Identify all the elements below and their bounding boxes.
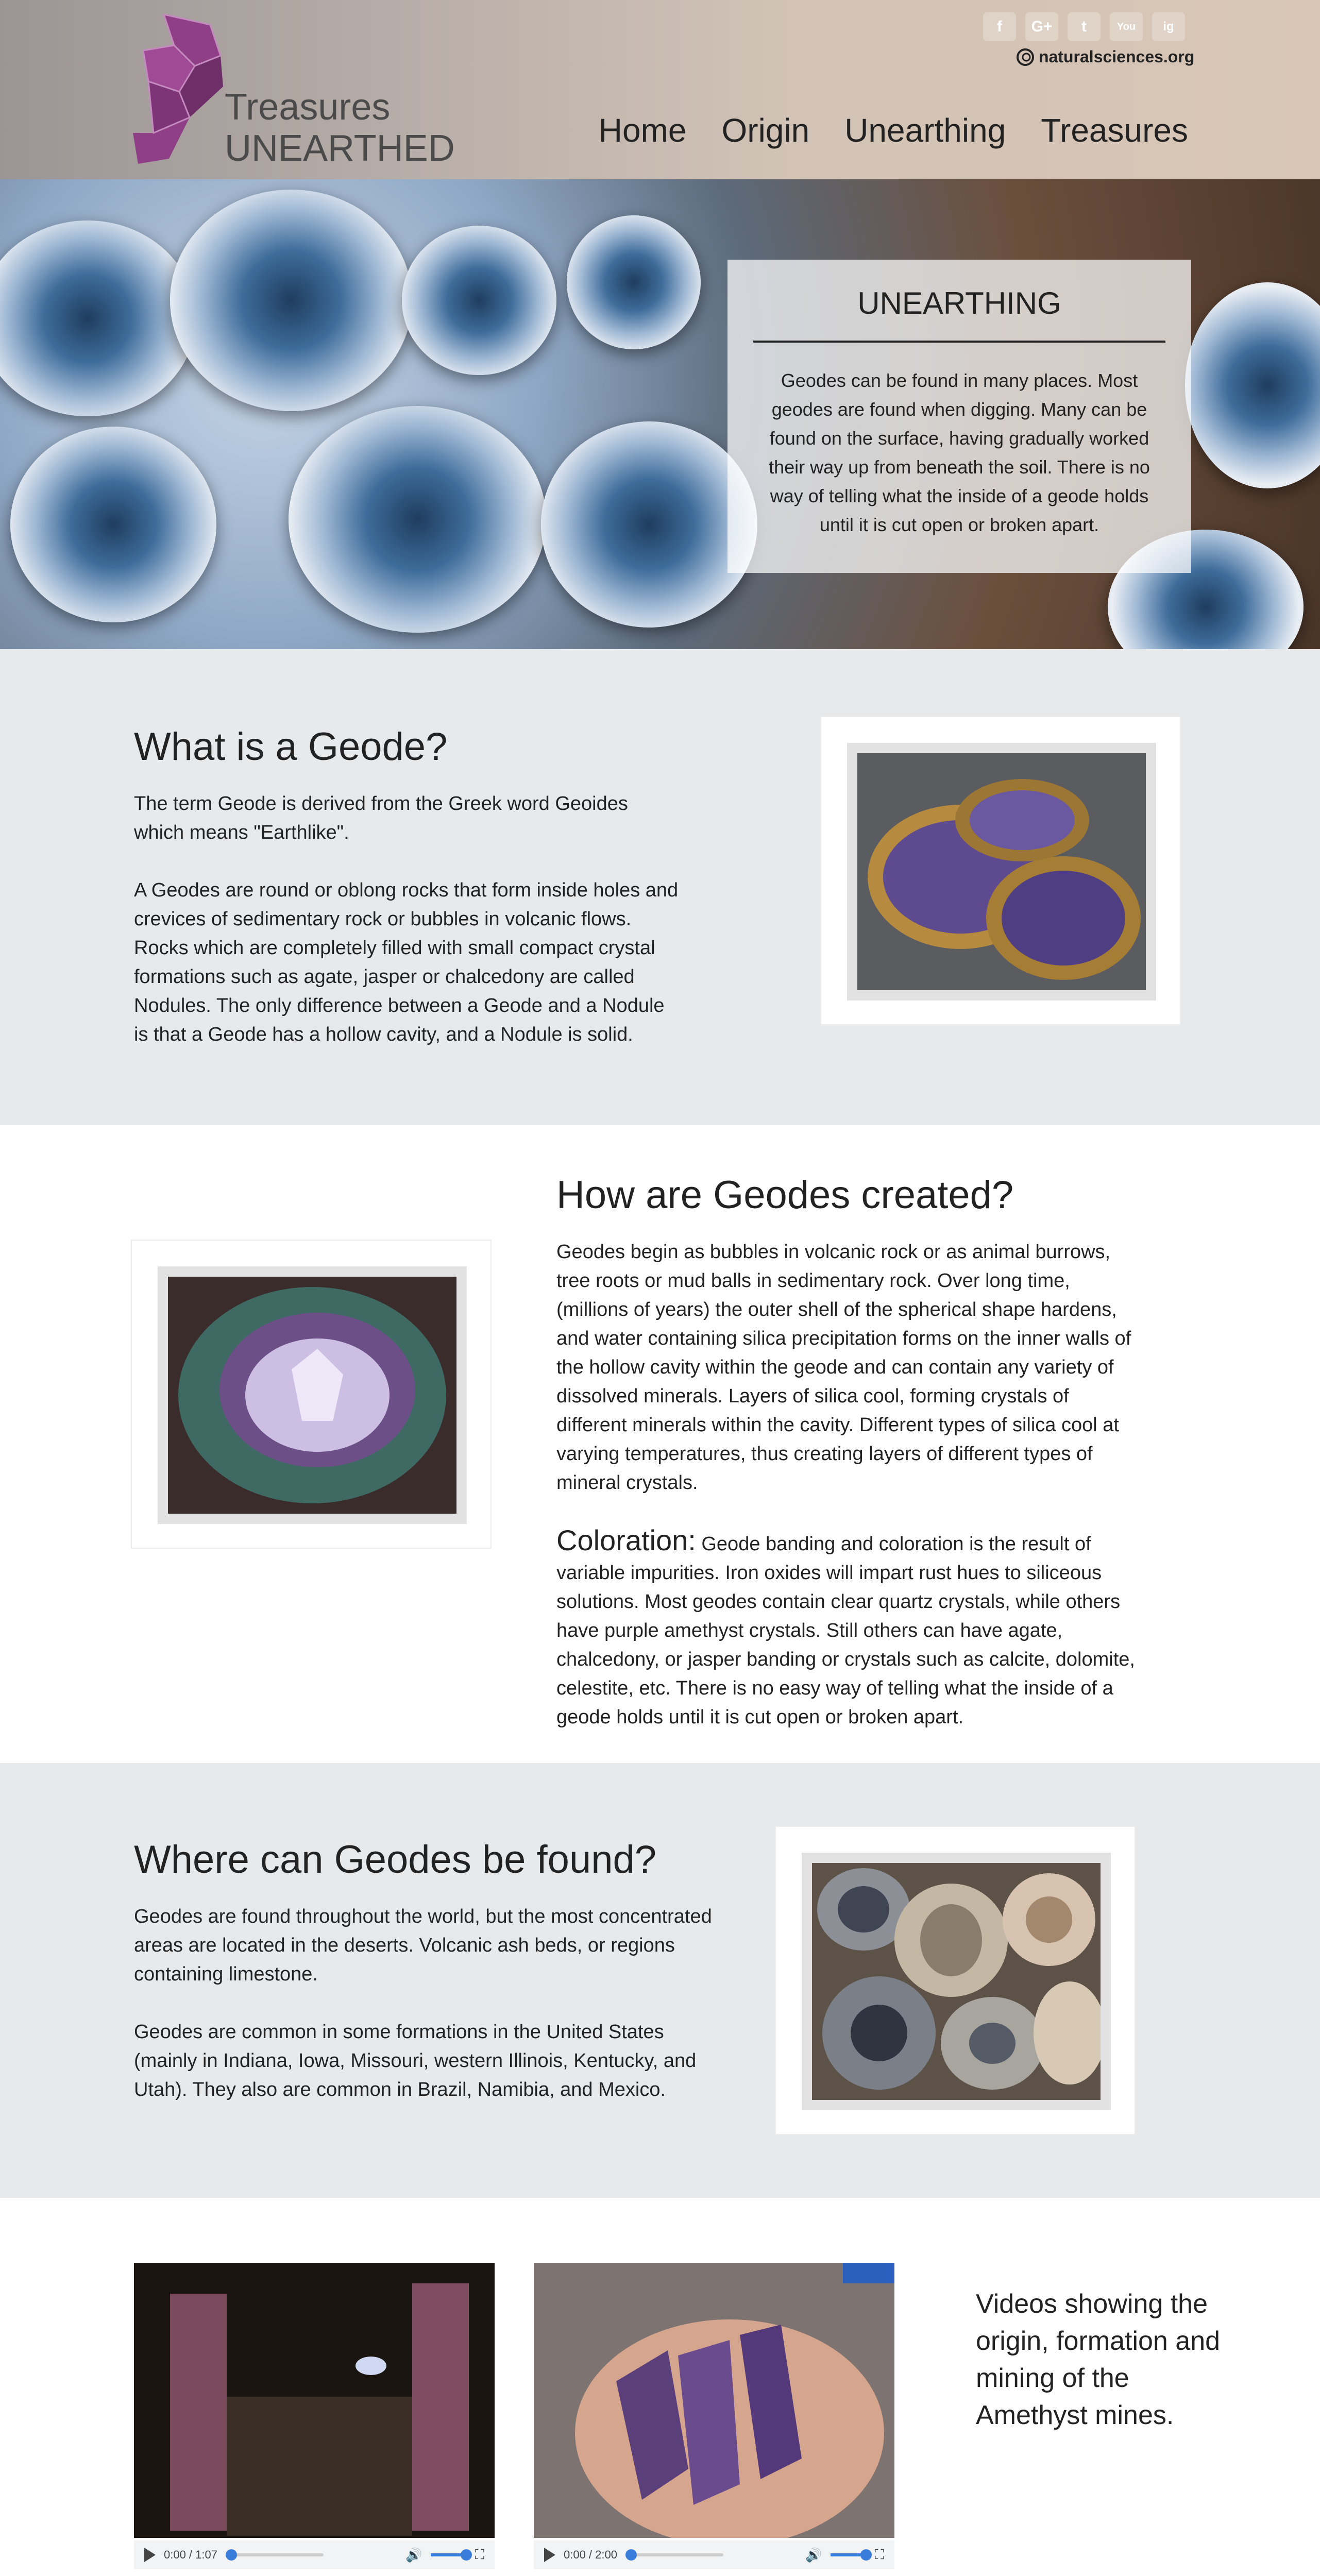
hero-geode-image	[1185, 282, 1320, 488]
twitter-icon[interactable]: t	[1068, 12, 1101, 41]
video-1-frame[interactable]	[134, 2263, 495, 2538]
logo-line-2: UNEARTHED	[225, 128, 455, 169]
geode-photo-frame	[131, 1240, 492, 1549]
hero-geode-image	[289, 406, 546, 633]
video-2-frame[interactable]	[534, 2263, 894, 2538]
video-2-time: 0:00 / 2:00	[564, 2548, 617, 2561]
video-1-volume[interactable]	[431, 2553, 467, 2556]
instagram-icon[interactable]: ig	[1152, 12, 1185, 41]
section-title: Where can Geodes be found?	[134, 1838, 657, 1882]
video-2-controls	[534, 2540, 894, 2569]
hero-geode-image	[170, 190, 412, 411]
section-body	[134, 1902, 716, 2133]
fullscreen-icon[interactable]: ⛶	[874, 2547, 884, 2562]
section-how	[0, 1125, 1320, 1763]
section-paragraph	[556, 1526, 1139, 1732]
video-1-volume-handle[interactable]	[461, 2549, 472, 2561]
logo-line-1: Treasures	[225, 87, 391, 128]
video-1-progress[interactable]	[226, 2553, 324, 2556]
section-what	[0, 649, 1320, 1125]
social-links	[983, 12, 1185, 41]
section-paragraph: Geodes begin as bubbles in volcanic rock or as animal burrows, tree roots or mud balls in sedimentary rock. Over long time, (millions of years) the outer shell of the spherical shape hardens, and water containing silica precipitation forms on the inner walls of the hollow cavity within the geode and can contain any variety of dissolved minerals. Layers of silica cool, forming crystals of different minerals within the cavity. Different types of silica cool at varying temperatures, thus creating layers of different types of mineral crystals.	[556, 1241, 1131, 1494]
coloration-text: Geode banding and coloration is the result of variable impurities. Iron oxides will impart rust hues to siliceous solutions. Most geodes contain clear quartz crystals, while others have purple amethyst crystals. Still others can have agate, chalcedony, or jasper banding or crystals such as calcite, dolomite, celestite, etc. There is no easy way of telling what the inside of a geode holds until it is cut open or broken apart.	[556, 1533, 1135, 1728]
youtube-icon[interactable]: You	[1110, 12, 1143, 41]
amethyst-cluster-image	[847, 743, 1156, 1001]
section-body	[134, 789, 680, 1078]
hero-geode-image	[0, 221, 196, 416]
geode-photo-frame	[775, 1826, 1136, 2135]
logo-wordmark	[225, 87, 455, 169]
video-player-1[interactable]	[134, 2263, 495, 2567]
volume-icon[interactable]: 🔊	[805, 2547, 822, 2563]
geode-photo-frame	[820, 716, 1181, 1025]
site-header	[0, 0, 1320, 179]
hero-card	[727, 260, 1191, 573]
google-plus-icon[interactable]: G+	[1025, 12, 1058, 41]
section-title: What is a Geode?	[134, 725, 448, 769]
video-player-2[interactable]	[534, 2263, 894, 2567]
hero-text: Geodes can be found in many places. Most geodes are found when digging. Many can be found on the surface, having gradually worked their way up from beneath the soil. There is no way of telling what the inside of a geode holds until it is cut open or broken apart.	[769, 370, 1150, 535]
hero-banner	[0, 179, 1320, 649]
facebook-icon[interactable]: f	[983, 12, 1016, 41]
video-1-progress-handle[interactable]	[226, 2549, 237, 2561]
coloration-label: Coloration:	[556, 1524, 696, 1556]
section-paragraph: A Geodes are round or oblong rocks that form inside holes and crevices of sedimentary rock or bubbles in volcanic flows. Rocks which are completely filled with small compact crystal formations such as agate, jasper or chalcedony are called Nodules. The only difference between a Geode and a Nodule is that a Geode has a hollow cavity, and a Nodule is solid.	[134, 879, 679, 1045]
video-1-controls	[134, 2540, 495, 2569]
section-paragraph: The term Geode is derived from the Greek word Geoides which means "Earthlike".	[134, 793, 628, 843]
video-2-volume[interactable]	[831, 2553, 867, 2556]
hero-geode-image	[402, 226, 556, 375]
play-icon[interactable]	[544, 2548, 555, 2562]
agate-geodes-image	[802, 1853, 1111, 2110]
section-title: How are Geodes created?	[556, 1173, 1014, 1217]
nav-unearthing[interactable]: Unearthing	[844, 112, 1006, 149]
site-logo[interactable]	[133, 9, 455, 169]
hero-geode-image	[567, 215, 701, 349]
section-paragraph: Geodes are common in some formations in the United States (mainly in Indiana, Iowa, Missouri, western Illinois, Kentucky, and Utah). They also are common in Brazil, Namibia, and Mexico.	[134, 2021, 697, 2100]
section-paragraph: Geodes are found throughout the world, but the most concentrated areas are located in the deserts. Volcanic ash beds, or regions containing limestone.	[134, 1906, 712, 1985]
volume-icon[interactable]: 🔊	[405, 2547, 422, 2563]
video-1-time: 0:00 / 1:07	[164, 2548, 217, 2561]
section-body	[556, 1238, 1139, 1760]
videos-caption: Videos showing the origin, formation and mining of the Amethyst mines.	[976, 2289, 1221, 2430]
brand-link-text: naturalsciences.org	[1039, 47, 1195, 66]
nav-treasures[interactable]: Treasures	[1041, 112, 1188, 149]
section-where	[0, 1763, 1320, 2198]
video-2-volume-handle[interactable]	[860, 2549, 872, 2561]
nav-home[interactable]: Home	[598, 112, 687, 149]
quartz-geode-image	[158, 1266, 467, 1524]
main-nav	[599, 111, 1188, 149]
video-2-progress-handle[interactable]	[625, 2549, 637, 2561]
hero-title: UNEARTHING	[857, 286, 1061, 320]
hero-geode-image	[541, 421, 757, 628]
nav-origin[interactable]: Origin	[721, 112, 810, 149]
hero-divider	[753, 341, 1165, 343]
play-icon[interactable]	[144, 2548, 156, 2562]
naturalsciences-link[interactable]	[1016, 47, 1194, 66]
fullscreen-icon[interactable]: ⛶	[475, 2547, 484, 2562]
video-2-progress[interactable]	[625, 2553, 723, 2556]
museum-swirl-icon	[1016, 48, 1035, 66]
hero-geode-image	[10, 427, 216, 622]
